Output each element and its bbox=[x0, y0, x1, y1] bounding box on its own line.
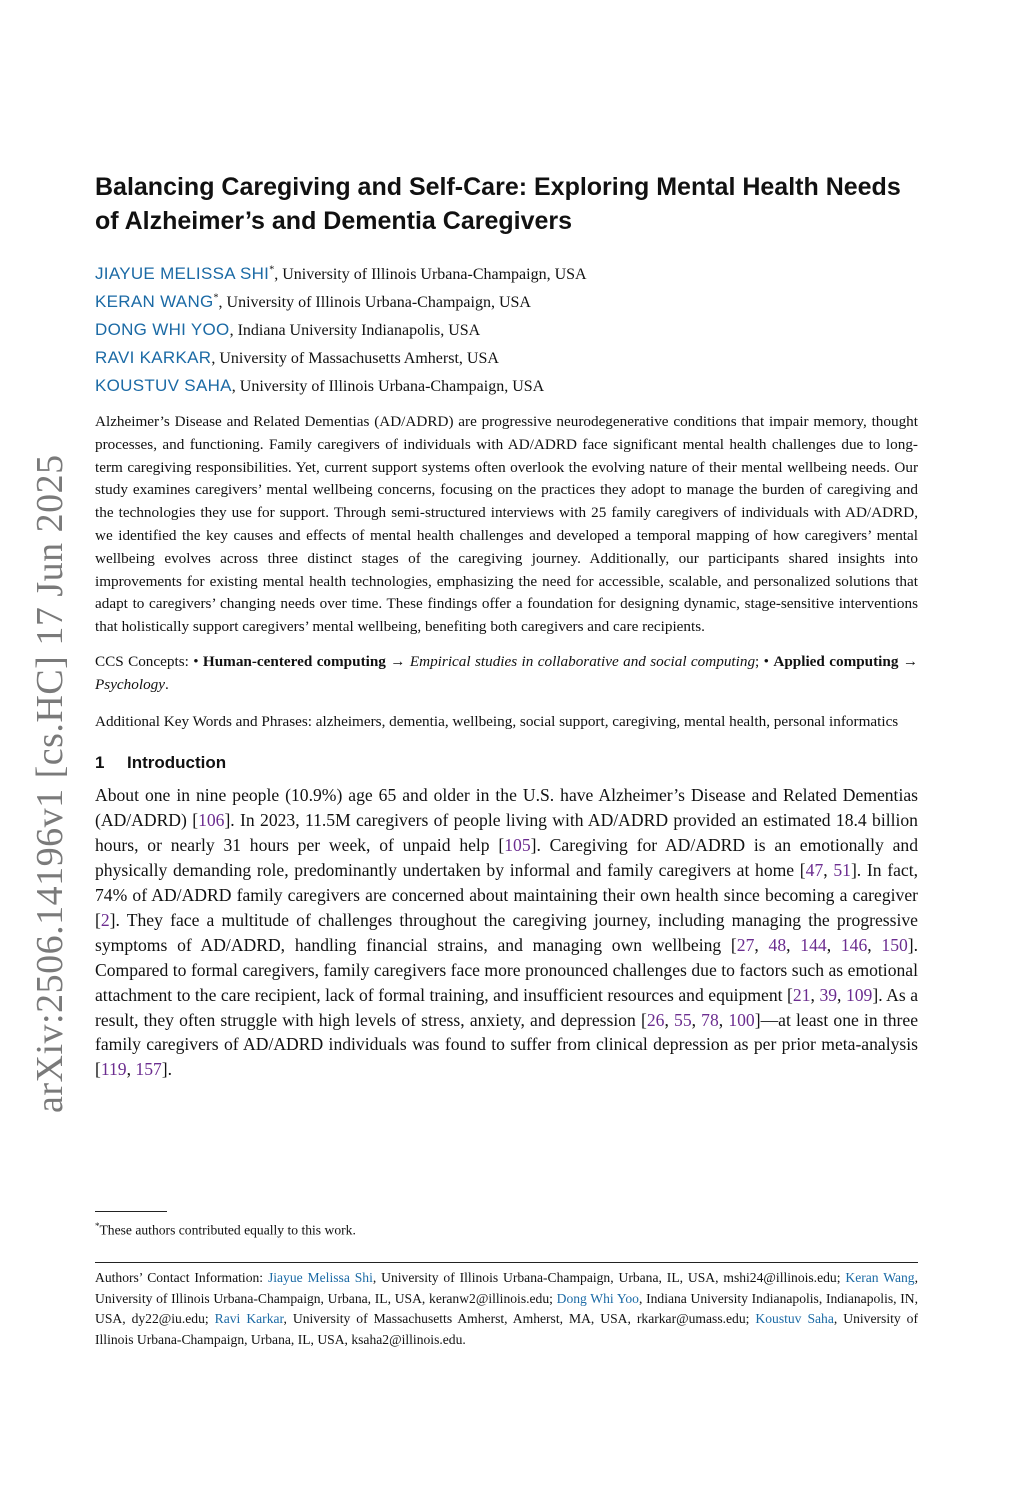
keywords: Additional Key Words and Phrases: alzheimers, dementia, wellbeing, social support, caregiving, mental health, personal informatics bbox=[95, 712, 899, 730]
footnote-mark: * bbox=[95, 1221, 100, 1231]
citation-link[interactable]: 157 bbox=[135, 1059, 162, 1080]
contact-author-link[interactable]: Dong Whi Yoo bbox=[556, 1290, 639, 1306]
intro-text: ]—at least one in three family caregivers of AD/ADRD individuals was found to suffer from clinical depression as per prior meta-analysis [ bbox=[95, 1009, 919, 1080]
citation-link[interactable]: 106 bbox=[198, 810, 225, 831]
intro-text: , bbox=[754, 934, 769, 955]
ccs-label: CCS Concepts: • bbox=[95, 652, 203, 670]
intro-text: , bbox=[126, 1059, 136, 1080]
contact-author-link[interactable]: Ravi Karkar bbox=[214, 1311, 284, 1327]
author-line bbox=[95, 316, 918, 344]
citation-link[interactable]: 47 bbox=[805, 860, 824, 881]
ccs-end: . bbox=[165, 675, 169, 693]
citation-link[interactable]: 119 bbox=[100, 1059, 127, 1080]
citation-link[interactable]: 51 bbox=[833, 860, 851, 881]
ccs-separator: ; • bbox=[755, 652, 774, 670]
ccs-subconcept-2: Psychology bbox=[95, 675, 166, 693]
intro-text: ]. They face a multitude of challenges throughout the caregiving journey, including managing the progressive symptoms of AD/ADRD, handling financial strains, and managing own wellbeing [ bbox=[95, 909, 918, 955]
section-number: 1 bbox=[95, 753, 105, 773]
intro-text: ]. Caregiving for AD/ADRD is an emotionally and physically demanding role, predominantly undertaken by informal and family caregivers at home [ bbox=[95, 835, 918, 881]
intro-text: , bbox=[810, 984, 820, 1005]
ccs-arrow: → bbox=[385, 652, 410, 670]
intro-text: , bbox=[664, 1009, 675, 1030]
contact-author-link[interactable]: Koustuv Saha bbox=[755, 1311, 834, 1327]
contact-author-link[interactable]: Jiayue Melissa Shi bbox=[267, 1270, 373, 1285]
citation-link[interactable]: 2 bbox=[100, 909, 110, 930]
contact-details: , University of Massachusetts Amherst, Amherst, MA, USA, rkarkar@umass.edu; bbox=[283, 1311, 756, 1327]
contact-details: , University of Illinois Urbana-Champaign, Urbana, IL, USA, keranw2@illinois.edu; bbox=[95, 1270, 918, 1306]
intro-text: ]. bbox=[161, 1059, 173, 1080]
intro-text: , bbox=[826, 934, 841, 955]
ccs-subconcept-1: Empirical studies in collaborative and social computing bbox=[409, 652, 756, 670]
citation-link[interactable]: 150 bbox=[881, 934, 908, 955]
contact-label: Authors’ Contact Information: bbox=[95, 1270, 268, 1285]
citation-link[interactable]: 21 bbox=[792, 984, 811, 1005]
section-heading bbox=[95, 751, 918, 775]
citation-link[interactable]: 55 bbox=[674, 1009, 692, 1030]
author-list bbox=[95, 260, 918, 400]
contact-author-link[interactable]: Keran Wang bbox=[845, 1270, 915, 1285]
abstract: Alzheimer’s Disease and Related Dementias (AD/ADRD) are progressive neurodegenerative conditions that impair memory, thought processes, and functioning. Family caregivers of individuals with AD/ADRD face significant mental health challenges due to long-term caregiving responsibilities. Yet, current support systems often overlook the evolving nature of their mental wellbeing needs. Our study examines caregivers’ mental wellbeing concerns, focusing on the practices they adopt to manage the burden of caregiving and the technologies they use for support. Through semi-structured interviews with 25 family caregivers of individuals with AD/ADRD, we identified the key causes and effects of mental health challenges and developed a temporal mapping of how caregivers’ mental wellbeing evolves across three distinct stages of the caregiving journey. Additionally, our participants shared insights into improvements for existing mental health technologies, emphasizing the need for accessible, scalable, and personalized solutions that adapt to caregivers’ changing needs over time. These findings offer a foundation for designing dynamic, stage-sensitive interventions that holistically support caregivers’ mental wellbeing, benefiting both caregivers and care recipients. bbox=[95, 413, 918, 636]
citation-link[interactable]: 27 bbox=[736, 934, 755, 955]
author-name[interactable]: DONG WHI YOO bbox=[95, 320, 230, 339]
author-line bbox=[95, 344, 918, 372]
author-affiliation: , University of Illinois Urbana-Champaign, USA bbox=[218, 294, 531, 311]
equal-contribution-mark: * bbox=[213, 292, 219, 304]
intro-text: , bbox=[786, 934, 801, 955]
author-name[interactable]: RAVI KARKAR bbox=[95, 348, 212, 367]
author-line bbox=[95, 288, 918, 316]
author-name[interactable]: KERAN WANG bbox=[95, 292, 214, 311]
author-affiliation: , University of Illinois Urbana-Champaign, USA bbox=[274, 266, 587, 283]
citation-link[interactable]: 26 bbox=[646, 1009, 665, 1030]
citation-link[interactable]: 109 bbox=[845, 984, 873, 1005]
intro-text: , bbox=[691, 1009, 702, 1030]
intro-text: ]. As a result, they often struggle with high levels of stress, anxiety, and depression [ bbox=[95, 984, 919, 1030]
citation-link[interactable]: 39 bbox=[819, 984, 838, 1005]
footnote-text: These authors contributed equally to this work. bbox=[99, 1222, 356, 1238]
contact-details: , Indiana University Indianapolis, Indianapolis, IN, USA, dy22@iu.edu; bbox=[95, 1290, 918, 1327]
introduction-paragraph bbox=[95, 783, 918, 1082]
equal-contribution-mark: * bbox=[269, 264, 275, 276]
intro-text: , bbox=[867, 934, 882, 955]
section-title: Introduction bbox=[127, 753, 227, 773]
intro-text: ]. Compared to formal caregivers, family caregivers face more pronounced challenges due to factors such as emotional attachment to the care recipient, lack of formal training, and insufficient resources and equipment [ bbox=[95, 934, 919, 1005]
author-affiliation: , University of Illinois Urbana-Champaign, USA bbox=[231, 378, 545, 395]
ccs-concept-2: Applied computing bbox=[773, 652, 899, 670]
author-contact-information bbox=[95, 1268, 918, 1350]
intro-text: ]. In 2023, 11.5M caregivers of people living with AD/ADRD provided an estimated 18.4 billion hours, or nearly 31 hours per week, of unpaid help [ bbox=[95, 810, 918, 856]
intro-text: About one in nine people (10.9%) age 65 and older in the U.S. have Alzheimer’s Disease and Related Dementias (AD/ADRD) [ bbox=[95, 785, 918, 831]
author-affiliation: , Indiana University Indianapolis, USA bbox=[229, 322, 481, 339]
footnote-divider bbox=[95, 1211, 167, 1212]
contact-details: , University of Illinois Urbana-Champaign, Urbana, IL, USA, mshi24@illinois.edu; bbox=[372, 1270, 846, 1285]
ccs-concept-1: Human-centered computing bbox=[202, 652, 386, 670]
intro-text: ]. In fact, 74% of AD/ADRD family caregivers are concerned about maintaining their own health since becoming a caregiver [ bbox=[95, 860, 918, 930]
ccs-arrow: → bbox=[898, 652, 919, 670]
citation-link[interactable]: 105 bbox=[504, 835, 531, 856]
citation-link[interactable]: 78 bbox=[701, 1009, 719, 1030]
ccs-concepts bbox=[95, 651, 918, 697]
arxiv-identifier: arXiv:2506.14196v1 [cs.HC] 17 Jun 2025 bbox=[29, 454, 71, 1113]
author-affiliation: , University of Massachusetts Amherst, USA bbox=[211, 350, 499, 367]
citation-link[interactable]: 100 bbox=[728, 1009, 755, 1030]
author-name[interactable]: KOUSTUV SAHA bbox=[95, 376, 232, 395]
contact-divider bbox=[95, 1262, 918, 1263]
author-line bbox=[95, 260, 918, 288]
paper-first-page bbox=[95, 170, 918, 1082]
author-line bbox=[95, 372, 918, 400]
citation-link[interactable]: 146 bbox=[840, 934, 868, 955]
citation-link[interactable]: 48 bbox=[768, 934, 787, 955]
contact-details: , University of Illinois Urbana-Champaign, Urbana, IL, USA, ksaha2@illinois.edu. bbox=[95, 1311, 918, 1347]
intro-text: , bbox=[837, 984, 846, 1005]
citation-link[interactable]: 144 bbox=[800, 934, 827, 955]
footnote bbox=[95, 1217, 918, 1240]
intro-text: , bbox=[823, 860, 834, 881]
paper-title: Balancing Caregiving and Self-Care: Exploring Mental Health Needs of Alzheimer’s and Dementia Caregivers bbox=[95, 173, 901, 235]
intro-text: , bbox=[718, 1009, 729, 1030]
author-name[interactable]: JIAYUE MELISSA SHI bbox=[95, 264, 270, 283]
